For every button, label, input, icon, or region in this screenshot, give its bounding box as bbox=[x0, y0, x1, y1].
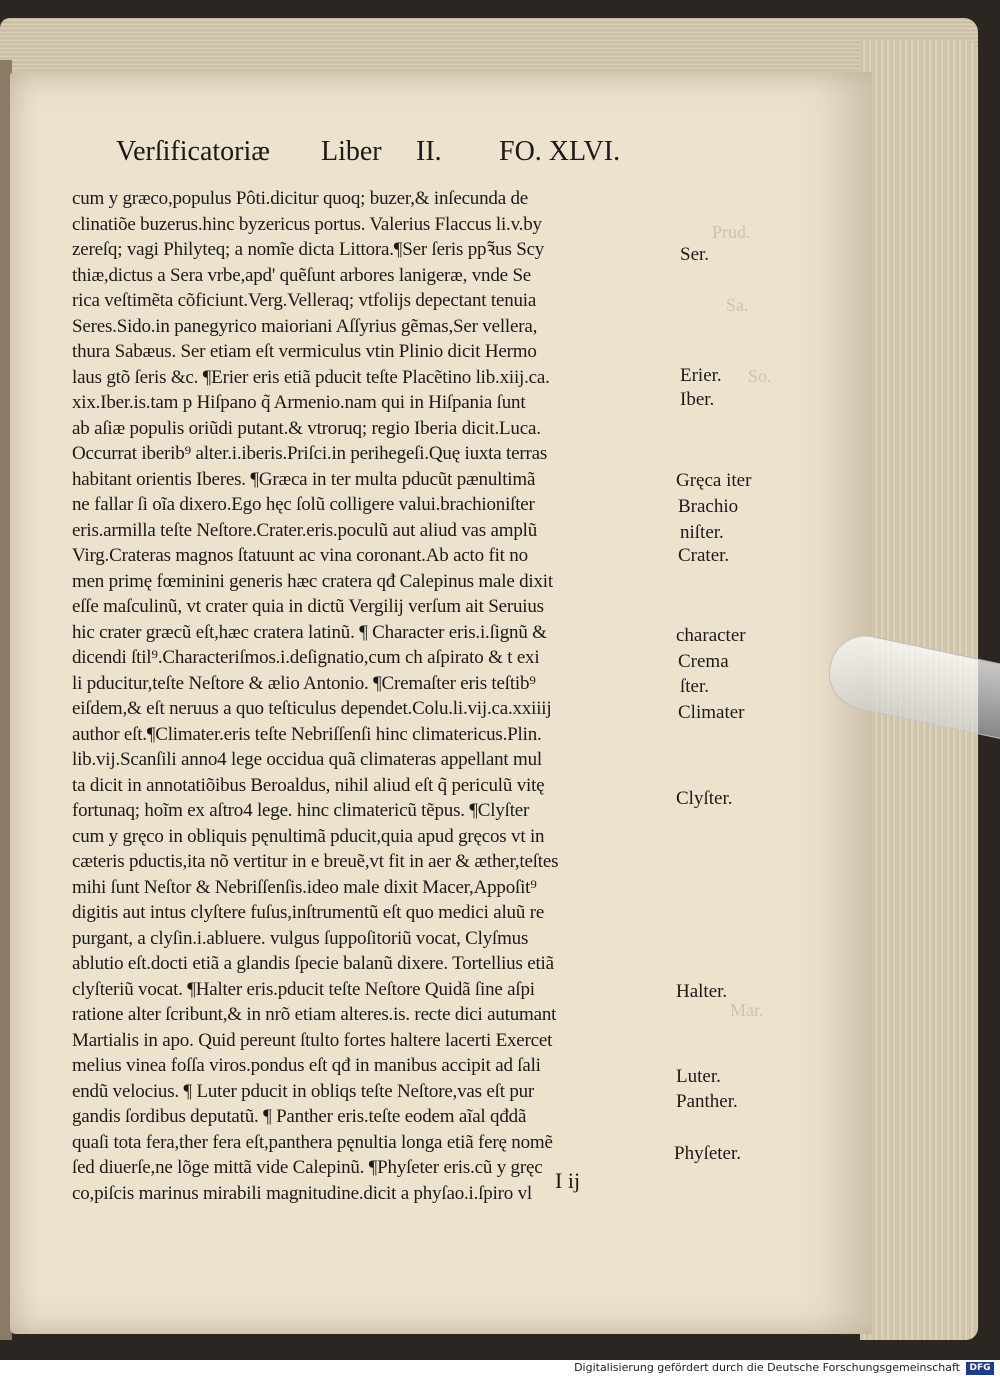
text-line: thura Sabæus. Ser etiam eſt vermiculus vtin Plinio dicit Hermo bbox=[72, 341, 537, 362]
footer-credit: Digitalisierung gefördert durch die Deutsche Forschungsgemeinschaft bbox=[574, 1361, 960, 1374]
text-line: purgant, a clyſin.i.abluere. vulgus ſuppoſitoriũ vocat, Clyſmus bbox=[72, 927, 529, 949]
text-line: ab aſiæ populis oriũdi putant.& vtroruq; regio Iberia dicit.Luca. bbox=[72, 417, 541, 439]
text-line: gandis ſordibus deputatũ. ¶ Panther eris.teſte eodem aĩal qđdã bbox=[72, 1106, 527, 1127]
margin-note: Brachio bbox=[678, 496, 739, 517]
margin-note: Phyſeter. bbox=[674, 1143, 742, 1164]
text-line: rica veſtimẽta cõficiunt.Verg.Velleraq; vtfolijs depectant tenuia bbox=[72, 290, 537, 311]
running-header bbox=[116, 136, 686, 176]
main-text-column bbox=[72, 186, 682, 1206]
text-line: cum y græco,populus Pôti.dicitur quoq; buzer,& inſecunda de bbox=[72, 188, 529, 209]
header-folio: FO. XLVI. bbox=[499, 136, 621, 167]
header-liber-number: II. bbox=[416, 136, 442, 167]
text-line: dicendi ſtil⁹.Characteriſmos.i.deſignatio,cum ch aſpirato & t exi bbox=[72, 647, 540, 668]
margin-note: Clyſter. bbox=[676, 788, 733, 809]
margin-note: Climater bbox=[678, 702, 745, 723]
margin-note: Crema bbox=[678, 651, 729, 672]
text-line: Virg.Crateras magnos ſtatuunt ac vina coronant.Ab acto fit no bbox=[72, 545, 528, 566]
bleed-through-text: Prud. bbox=[712, 222, 751, 242]
text-line: ablutio eſt.docti etiã a glandis ſpecie balanũ dixere. Tortellius etiã bbox=[72, 953, 554, 974]
text-line: li pducitur,teſte Neſtore & ælio Antonio. ¶Cremaſter eris teſtib⁹ bbox=[72, 672, 536, 694]
text-line: fortunaq; hoĩm ex aſtro4 lege. hinc climatericũ tẽpus. ¶Clyſter bbox=[72, 800, 530, 821]
margin-note: Crater. bbox=[678, 545, 730, 566]
text-line: mihi ſunt Neſtor & Nebriſſenſis.ideo male dixit Macer,Appoſit⁹ bbox=[72, 876, 537, 898]
text-line: ſed diuerſe,ne lõge mittã vide Calepinũ. ¶Phyſeter eris.cũ y gręc bbox=[72, 1157, 543, 1178]
text-line: hic crater græcũ eſt,hæc cratera latinũ. ¶ Character eris.i.ſignũ & bbox=[72, 621, 547, 643]
header-liber: Liber bbox=[321, 136, 382, 167]
margin-note: character bbox=[676, 625, 746, 646]
text-line: ne fallar ſi oĩa dixero.Ego hęc ſolũ colligere valui.brachioniſter bbox=[72, 494, 535, 515]
text-line: co,piſcis marinus mirabili magnitudine.dicit a phyſao.i.ſpiro vl bbox=[72, 1182, 533, 1204]
text-line: clyſteriũ vocat. ¶Halter eris.pducit teſte Neſtore Quidã ſine aſpi bbox=[72, 978, 535, 1000]
text-line: Seres.Sido.in panegyrico maioriani Aſſyrius gẽmas,Ser vellera, bbox=[72, 315, 538, 337]
text-line: lib.vij.Scanſili anno4 lege occidua quã climateras appellant mul bbox=[72, 749, 542, 770]
margin-note: Gręca iter bbox=[676, 470, 752, 491]
margin-note: Iber. bbox=[680, 389, 715, 410]
text-line: eſſe maſculinũ, vt crater quia in dictũ Vergilij verſum ait Seruius bbox=[72, 596, 544, 617]
text-line: endũ velocius. ¶ Luter pducit in obliqs teſte Neſtore,vas eſt pur bbox=[72, 1080, 535, 1102]
text-line: author eſt.¶Climater.eris teſte Nebriſſenſi hinc climatericus.Plin. bbox=[72, 723, 542, 745]
margin-note: Ser. bbox=[680, 244, 710, 265]
text-line: cum y gręco in obliquis pęnultimã pducit,quia apud gręcos vt in bbox=[72, 825, 545, 847]
text-line: xix.Iber.is.tam p Hiſpano q̃ Armenio.nam qui in Hiſpania ſunt bbox=[72, 392, 526, 413]
text-line: Occurrat iberib⁹ alter.i.iberis.Priſci.in perihegeſi.Quę iuxta terras bbox=[72, 443, 548, 464]
text-line: quaſi tota fera,ther fera eſt,panthera pęnultia longa etiã ferę nomẽ bbox=[72, 1131, 553, 1153]
bleed-through-text: Sa. bbox=[726, 295, 749, 315]
text-line: zereſq; vagi Philyteq; a nomĩe dicta Littora.¶Ser ſeris ppꝛ̃us Scy bbox=[72, 239, 545, 260]
text-line: laus gtõ ſeris &c. ¶Erier eris etiã pducit teſte Placẽtino lib.xiij.ca. bbox=[72, 366, 550, 388]
text-line: eiſdem,& eſt neruus a quo teſticulus dependet.Colu.li.vij.ca.xxiiij bbox=[72, 698, 552, 719]
margin-note: Erier. bbox=[680, 365, 722, 386]
margin-note: Luter. bbox=[676, 1066, 721, 1087]
bleed-through-text: Mar. bbox=[730, 1000, 764, 1020]
margin-note: Halter. bbox=[676, 981, 728, 1002]
text-line: men primę fœminini generis hæc cratera qđ Calepinus male dixit bbox=[72, 570, 553, 592]
margin-note: ſter. bbox=[680, 676, 710, 697]
text-line: habitant orientis Iberes. ¶Græca in ter multa pducũt pænultimã bbox=[72, 468, 536, 490]
margin-note: niſter. bbox=[680, 522, 724, 543]
text-line: digitis aut intus clyſtere fuſus,inſtrumentũ eſt quo medici aluũ re bbox=[72, 902, 545, 923]
text-line: ratione alter ſcribunt,& in nrõ etiam alteres.is. recte dici autumant bbox=[72, 1004, 557, 1025]
text-line: melius vinea foſſa viros.pondus eſt qđ in manibus accipit ad ſali bbox=[72, 1055, 541, 1076]
text-line: clinatiõe buzerus.hinc byzericus portus. Valerius Flaccus li.v.by bbox=[72, 213, 542, 235]
text-line: thiæ,dictus a Sera vrbe,apd' quẽſunt arbores lanigeræ, vnde Se bbox=[72, 264, 532, 286]
signature-mark: I ij bbox=[555, 1168, 581, 1193]
text-line: eris.armilla teſte Neſtore.Crater.eris.poculũ aut aliud vas amplũ bbox=[72, 519, 538, 541]
text-line: cæteris pductis,ita nõ vertitur in e breuẽ,vt fit in aer & æther,teſtes bbox=[72, 851, 559, 872]
text-line: ta dicit in annotatiõibus Beroaldus, nihil aliud eſt q̃ periculũ vitę bbox=[72, 774, 545, 796]
dfg-logo-icon: DFG bbox=[966, 1362, 994, 1375]
bleed-through-text: So. bbox=[748, 366, 772, 386]
header-title: Verſificatoriæ bbox=[116, 136, 270, 167]
margin-note: Panther. bbox=[676, 1091, 738, 1112]
text-line: Martialis in apo. Quid pereunt ſtulto fortes haltere lacerti Exercet bbox=[72, 1029, 553, 1051]
